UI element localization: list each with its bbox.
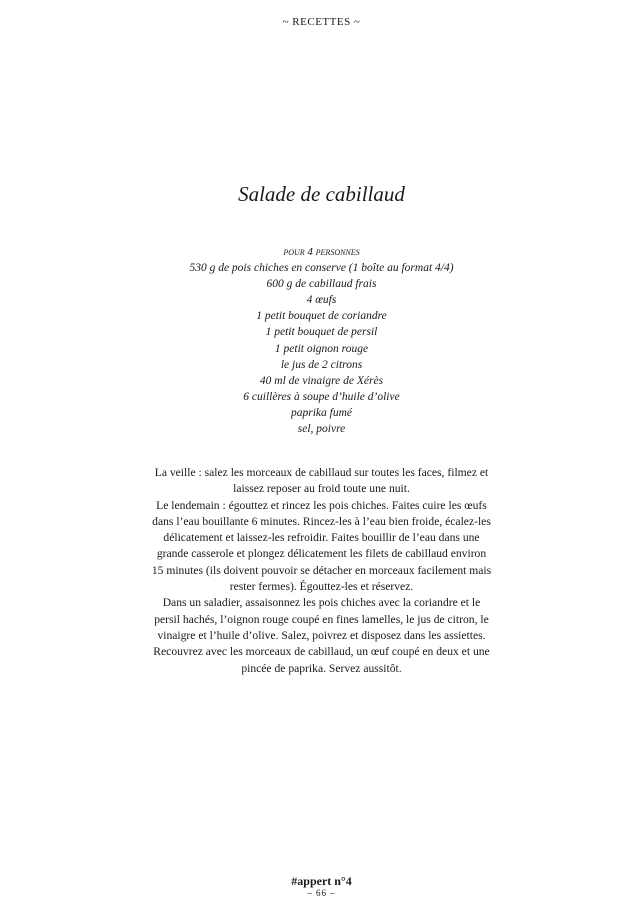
publication-title: #appert n°4 [291, 874, 352, 888]
instruction-paragraph: Dans un saladier, assaisonnez les pois chiches avec la coriandre et le persil hachés, l’oignon rouge coupé en fines lamelles, le jus de citron, le vinaigre et l’huile d’olive. Salez, poivrez et disposez dans les assiettes. Recouvrez avec les morceaux de cabillaud, un œuf coupé en deux et une pincée de paprika. Servez aussitôt. [153, 596, 490, 675]
ingredients-list [0, 244, 643, 437]
ingredient-item: 4 œufs [306, 294, 337, 307]
recipe-title: Salade de cabillaud [238, 182, 405, 206]
ingredient-item: paprika fumé [290, 406, 352, 419]
instruction-paragraph: La veille : salez les morceaux de cabillaud sur toutes les faces, filmez et laissez reposer au froid toute une nuit. [154, 466, 489, 496]
page-footer [0, 874, 643, 898]
ingredient-item: sel, poivre [297, 423, 346, 436]
page-number: – 66 – [307, 888, 336, 898]
ingredient-item: 530 g de pois chiches en conserve (1 boîte au format 4/4) [189, 262, 454, 275]
instruction-paragraph: Le lendemain : égouttez et rincez les pois chiches. Faites cuire les œufs dans l’eau bouillante 6 minutes. Rincez-les à l’eau bien froide, écalez-les délicatement et laissez-les refroidir. Faites bouillir de l’eau dans une grande casserole et plongez délicatement les filets de cabillaud environ 15 minutes (ils doivent pouvoir se détacher en morceaux facilement mais rester fermes). Égouttez-les et réservez. [151, 498, 492, 594]
ingredient-item: 40 ml de vinaigre de Xérès [259, 374, 384, 387]
ingredient-item: le jus de 2 citrons [280, 358, 363, 371]
section-header: ~ RECETTES ~ [282, 16, 361, 28]
ingredient-item: 6 cuillères à soupe d’huile d’olive [243, 390, 400, 403]
ingredient-item: 1 petit oignon rouge [274, 342, 369, 355]
ingredient-item: 1 petit bouquet de coriandre [256, 310, 387, 323]
ingredient-item: 1 petit bouquet de persil [265, 326, 378, 339]
instructions [150, 465, 493, 677]
servings: pour 4 personnes [283, 246, 360, 258]
ingredient-item: 600 g de cabillaud frais [266, 278, 377, 291]
